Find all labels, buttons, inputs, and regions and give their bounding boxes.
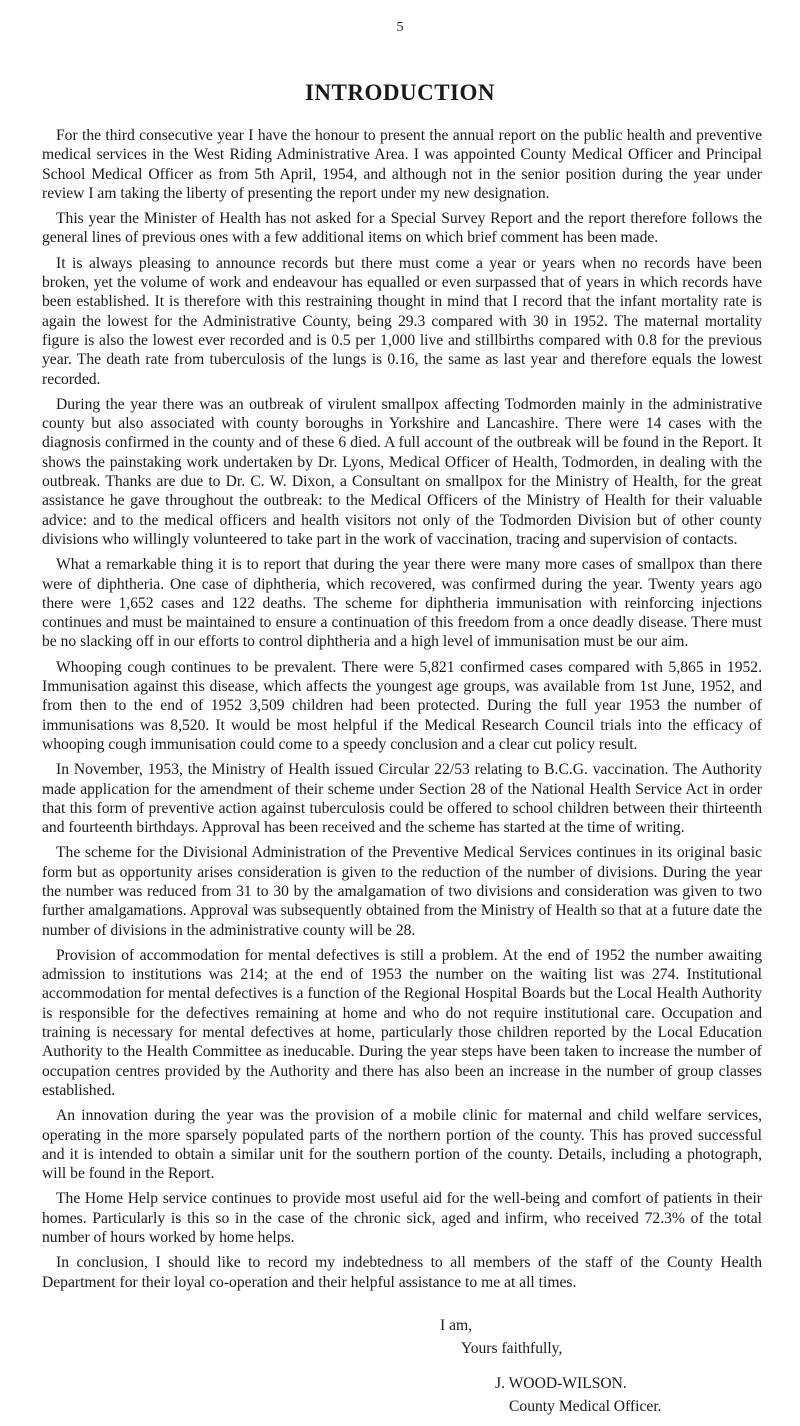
paragraph-records: It is always pleasing to announce records but there must come a year or years when no records have been broken, yet the volume of work and endeavour has equalled or even surpassed that of years in which records have been established. It is therefore with this restraining thought in mind that I record that the infant mortality rate is again the lowest for the Administrative County, being 29.3 compared with 30 in 1952. The maternal mortality figure is also the lowest ever recorded and is 0.5 per 1,000 live and stillbirths compared with 0.8 for the previous year. The death rate from tuberculosis of the lungs is 0.16, the same as last year and therefore equals the lowest recorded. [42, 254, 762, 388]
paragraph-smallpox: During the year there was an outbreak of virulent smallpox affecting Todmorden mainly in the administrative county but also associated with county boroughs in Yorkshire and Lancashire. There were 14 cases with the diagnosis confirmed in the county and of these 6 died. A full account of the outbreak will be found in the Report. It shows the painstaking work undertaken by Dr. Lyons, Medical Officer of Health, Todmorden, in dealing with the outbreak. Thanks are due to Dr. C. W. Dixon, a Consultant on smallpox for the Ministry of Health, for the great assistance he gave throughout the outbreak: to the Medical Officers of the Ministry of Health for their valuable advice: and to the medical officers and health visitors not only of the Todmorden Division but of other county divisions who willingly volunteered to take part in the work of vaccination, tracing and supervision of contacts. [42, 395, 762, 548]
report-body [42, 126, 762, 1298]
signoff-closing: Yours faithfully, [461, 1340, 563, 1357]
paragraph-conclusion: In conclusion, I should like to record my indebtedness to all members of the staff of the County Health Department for their loyal co-operation and their helpful assistance to me at all times. [42, 1254, 762, 1291]
signoff-position: County Medical Officer. [509, 1398, 662, 1415]
page-title: INTRODUCTION [304, 80, 496, 105]
signoff-name: J. WOOD-WILSON. [495, 1375, 627, 1392]
paragraph-bcg: In November, 1953, the Ministry of Health issued Circular 22/53 relating to B.C.G. vaccination. The Authority made application for the amendment of their scheme under Section 28 of the National Health Service Act in order that this form of preventive action against tuberculosis could be offered to school children between their thirteenth and fourteenth birthdays. Approval has been received and the scheme has started at the time of writing. [42, 761, 762, 837]
paragraph-special-survey: This year the Minister of Health has not asked for a Special Survey Report and the report therefore follows the general lines of previous ones with a few additional items on which brief comment has been made. [42, 210, 762, 247]
page-number: 5 [396, 20, 404, 35]
paragraph-mental-defectives: Provision of accommodation for mental defectives is still a problem. At the end of 1952 the number awaiting admission to institutions was 214; at the end of 1953 the number on the waiting list was 274. Institutional accommodation for mental defectives is a function of the Regional Hospital Boards but the Local Health Authority is responsible for the defectives remaining at home and who do not require institutional care. Occupation and training is necessary for mental defectives at home, particularly those children reported by the Local Education Authority to the Health Committee as ineducable. During the year steps have been taken to increase the number of occupation centres provided by the Authority and there has also been an increase in the number of group classes established. [42, 946, 762, 1099]
signoff-i-am: I am, [440, 1317, 473, 1334]
paragraph-home-help: The Home Help service continues to provide most useful aid for the well-being and comfort of patients in their homes. Particularly is this so in the case of the chronic sick, aged and infirm, who received 72.3% of the total number of hours worked by home helps. [42, 1190, 762, 1247]
paragraph-whooping-cough: Whooping cough continues to be prevalent. There were 5,821 confirmed cases compared with 5,865 in 1952. Immunisation against this disease, which affects the youngest age groups, was available from 1st June, 1952, and from then to the end of 1952 3,509 children had been protected. During the full year 1953 the number of immunisations was 8,520. It would be most helpful if the Medical Research Council trials into the efficacy of whooping cough immunisation could come to a speedy conclusion and a clear cut policy result. [42, 658, 762, 753]
paragraph-divisional-scheme: The scheme for the Divisional Administration of the Preventive Medical Services continues in its original basic form but as opportunity arises consideration is given to the reduction of the number of divisions. During the year the number was reduced from 31 to 30 by the amalgamation of two divisions and consideration was given to two further amalgamations. Approval was subsequently obtained from the Ministry of Health so that at a future date the number of divisions in the administrative county will be 28. [42, 844, 762, 939]
paragraph-mobile-clinic: An innovation during the year was the provision of a mobile clinic for maternal and child welfare services, operating in the more sparsely populated parts of the northern portion of the county. This has proved successful and it is intended to obtain a similar unit for the southern portion of the county. Details, including a photograph, will be found in the Report. [42, 1107, 762, 1183]
paragraph-intro: For the third consecutive year I have the honour to present the annual report on the public health and preventive medical services in the West Riding Administrative Area. I was appointed County Medical Officer and Principal School Medical Officer as from 5th April, 1954, and although not in the senior position during the year under review I am taking the liberty of presenting the report under my new designation. [42, 127, 762, 202]
paragraph-diphtheria: What a remarkable thing it is to report that during the year there were many more cases of smallpox than there were of diphtheria. One case of diphtheria, which recovered, was confirmed during the year. Twenty years ago there were 1,652 cases and 122 deaths. The scheme for diphtheria immunisation with reinforcing injections continues and must be maintained to ensure a continuation of this freedom from a once deadly disease. There must be no slacking off in our efforts to control diphtheria and a high level of immunisation must be our aim. [42, 556, 762, 651]
